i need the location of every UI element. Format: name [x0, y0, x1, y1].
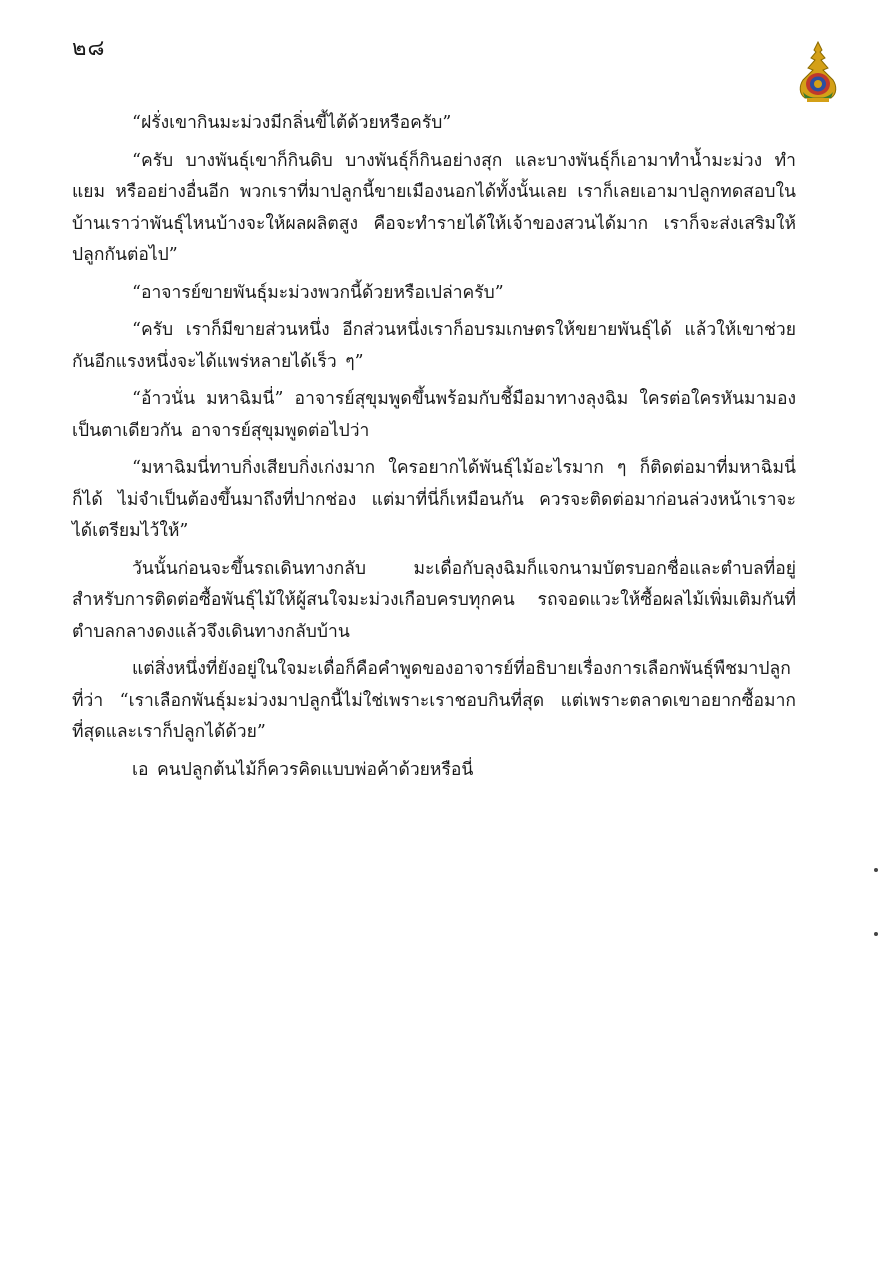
- paragraph: “ครับ บางพันธุ์เขาก็กินดิบ บางพันธุ์ก็กินอย่างสุก และบางพันธุ์ก็เอามาทำน้ำมะม่วง ทำแยม หรืออย่างอื่นอีก พวกเราที่มาปลูกนี้ขายเมืองนอกได้ทั้งนั้นเลย เราก็เลยเอามาปลูกทดสอบในบ้านเราว่าพันธุ์ไหนบ้างจะให้ผลผลิตสูง คือจะทำรายได้ให้เจ้าของสวนได้มาก เราก็จะส่งเสริมให้ปลูกกันต่อไป”: [72, 150, 796, 265]
- paragraph: วันนั้นก่อนจะขึ้นรถเดินทางกลับ มะเดื่อกับลุงฉิมก็แจกนามบัตรบอกชื่อและตำบลที่อยู่สำหรับการติดต่อซื้อพันธุ์ไม้ให้ผู้สนใจมะม่วงเกือบครบทุกคน รถจอดแวะให้ซื้อผลไม้เพิ่มเติมกันที่ตำบลกลางดงแล้วจึงเดินทางกลับบ้าน: [72, 558, 796, 642]
- paragraph: “ครับ เราก็มีขายส่วนหนึ่ง อีกส่วนหนึ่งเราก็อบรมเกษตรให้ขยายพันธุ์ได้ แล้วให้เขาช่วยกันอีกแรงหนึ่งจะได้แพร่หลายได้เร็ว ๆ”: [72, 320, 796, 372]
- paragraph: “อาจารย์ขายพันธุ์มะม่วงพวกนี้ด้วยหรือเปล่าครับ”: [132, 282, 504, 303]
- scan-artifact: [874, 932, 878, 936]
- paragraph: เอ คนปลูกต้นไม้ก็ควรคิดแบบพ่อค้าด้วยหรือนี่: [132, 759, 474, 780]
- paragraph: “ฝรั่งเขากินมะม่วงมีกลิ่นขี้ไต้ด้วยหรือครับ”: [132, 113, 452, 133]
- page-number: ๒๘: [72, 36, 106, 61]
- royal-emblem-icon: [795, 40, 841, 104]
- paragraph: แต่สิ่งหนึ่งที่ยังอยู่ในใจมะเดื่อก็คือคำพูดของอาจารย์ที่อธิบายเรื่องการเลือกพันธุ์พืชมาปลูกที่ว่า “เราเลือกพันธุ์มะม่วงมาปลูกนี้ไม่ใช่เพราะเราชอบกินที่สุด แต่เพราะตลาดเขาอยากซื้อมากที่สุดและเราก็ปลูกได้ด้วย”: [72, 659, 796, 742]
- paragraph: “มหาฉิมนี่ทาบกิ่งเสียบกิ่งเก่งมาก ใครอยากได้พันธุ์ไม้อะไรมาก ๆ ก็ติดต่อมาที่มหาฉิมนี่ก็ได้ ไม่จำเป็นต้องขึ้นมาถึงที่ปากช่อง แต่มาที่นี่ก็เหมือนกัน ควรจะติดต่อมาก่อนล่วงหน้าเราจะได้เตรียมไว้ให้”: [72, 458, 796, 541]
- paragraph: “อ้าวนั่น มหาฉิมนี่” อาจารย์สุขุมพูดขึ้นพร้อมกับชี้มือมาทางลุงฉิม ใครต่อใครหันมามองเป็นตาเดียวกัน อาจารย์สุขุมพูดต่อไปว่า: [72, 389, 796, 441]
- body-text: [72, 108, 796, 792]
- scan-artifact: [874, 868, 878, 872]
